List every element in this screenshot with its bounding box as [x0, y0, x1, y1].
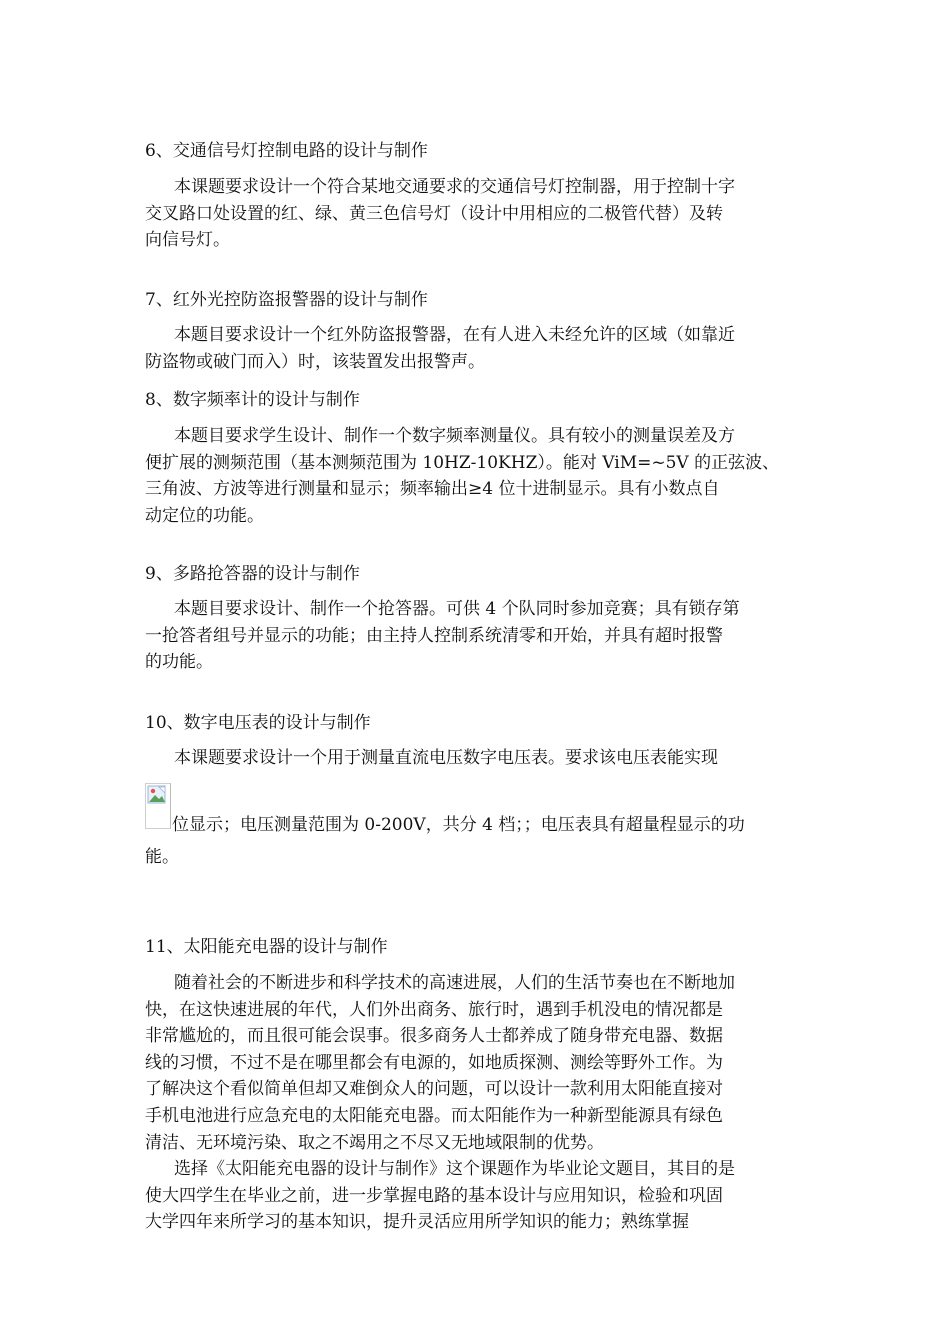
section-10-body	[145, 745, 810, 772]
broken-image-glyph	[147, 785, 169, 807]
body-line: 选择《太阳能充电器的设计与制作》这个课题作为毕业论文题目，其目的是	[174, 1159, 735, 1180]
body-line: 手机电池进行应急充电的太阳能充电器。而太阳能作为一种新型能源具有绿色	[145, 1105, 723, 1126]
section-7-body	[145, 322, 810, 375]
body-line: 能。	[145, 847, 179, 867]
section-8-heading: 8、数字频率计的设计与制作	[145, 390, 360, 410]
body-line: 向信号灯。	[145, 230, 230, 251]
section-11-heading: 11、太阳能充电器的设计与制作	[145, 937, 388, 957]
body-line: 交叉路口处设置的红、绿、黄三色信号灯（设计中用相应的二极管代替）及转	[145, 203, 723, 224]
section-11-body	[145, 970, 810, 1236]
broken-image-icon	[145, 783, 171, 829]
body-line: 大学四年来所学习的基本知识，提升灵活应用所学知识的能力；熟练掌握	[145, 1212, 689, 1233]
body-line: 三角波、方波等进行测量和显示；频率输出≥4 位十进制显示。具有小数点自	[145, 479, 720, 500]
body-line: 一抢答者组号并显示的功能；由主持人控制系统清零和开始，并具有超时报警	[145, 625, 723, 646]
body-line: 动定位的功能。	[145, 505, 264, 526]
body-line: 位显示；电压测量范围为 0-200V，共分 4 档；；电压表具有超量程显示的功	[172, 815, 745, 835]
body-line: 非常尴尬的，而且很可能会误事。很多商务人士都养成了随身带充电器、数据	[145, 1026, 723, 1047]
body-line: 的功能。	[145, 652, 213, 673]
body-line: 使大四学生在毕业之前，进一步掌握电路的基本设计与应用知识，检验和巩固	[145, 1185, 723, 1206]
body-line: 本课题要求设计一个用于测量直流电压数字电压表。要求该电压表能实现	[174, 748, 718, 768]
section-9-body	[145, 596, 810, 676]
body-line: 本题目要求学生设计、制作一个数字频率测量仪。具有较小的测量误差及方	[174, 426, 735, 446]
body-line: 随着社会的不断进步和科学技术的高速进展，人们的生活节奏也在不断地加	[174, 973, 735, 993]
body-line: 本题目要求设计一个红外防盗报警器，在有人进入未经允许的区域（如靠近	[174, 325, 735, 345]
body-line: 本课题要求设计一个符合某地交通要求的交通信号灯控制器，用于控制十字	[174, 177, 735, 197]
section-10-heading: 10、数字电压表的设计与制作	[145, 713, 371, 733]
body-line: 清洁、无环境污染、取之不竭用之不尽又无地域限制的优势。	[145, 1132, 604, 1153]
body-line: 快，在这快速进展的年代，人们外出商务、旅行时，遇到手机没电的情况都是	[145, 999, 723, 1020]
section-6-heading: 6、交通信号灯控制电路的设计与制作	[145, 141, 428, 161]
body-line: 了解决这个看似简单但却又难倒众人的问题，可以设计一款利用太阳能直接对	[145, 1079, 723, 1100]
section-8-body	[145, 423, 810, 529]
body-line: 便扩展的测频范围（基本测频范围为 10HZ-10KHZ）。能对 ViM=~5V 的正弦波、	[145, 452, 780, 473]
body-line: 线的习惯，不过不是在哪里都会有电源的，如地质探测、测绘等野外工作。为	[145, 1052, 723, 1073]
section-7-heading: 7、红外光控防盗报警器的设计与制作	[145, 290, 428, 310]
body-line: 本题目要求设计、制作一个抢答器。可供 4 个队同时参加竞赛；具有锁存第	[174, 599, 740, 619]
section-9-heading: 9、多路抢答器的设计与制作	[145, 564, 360, 584]
section-6-body	[145, 174, 810, 254]
body-line: 防盗物或破门而入）时，该装置发出报警声。	[145, 351, 485, 372]
